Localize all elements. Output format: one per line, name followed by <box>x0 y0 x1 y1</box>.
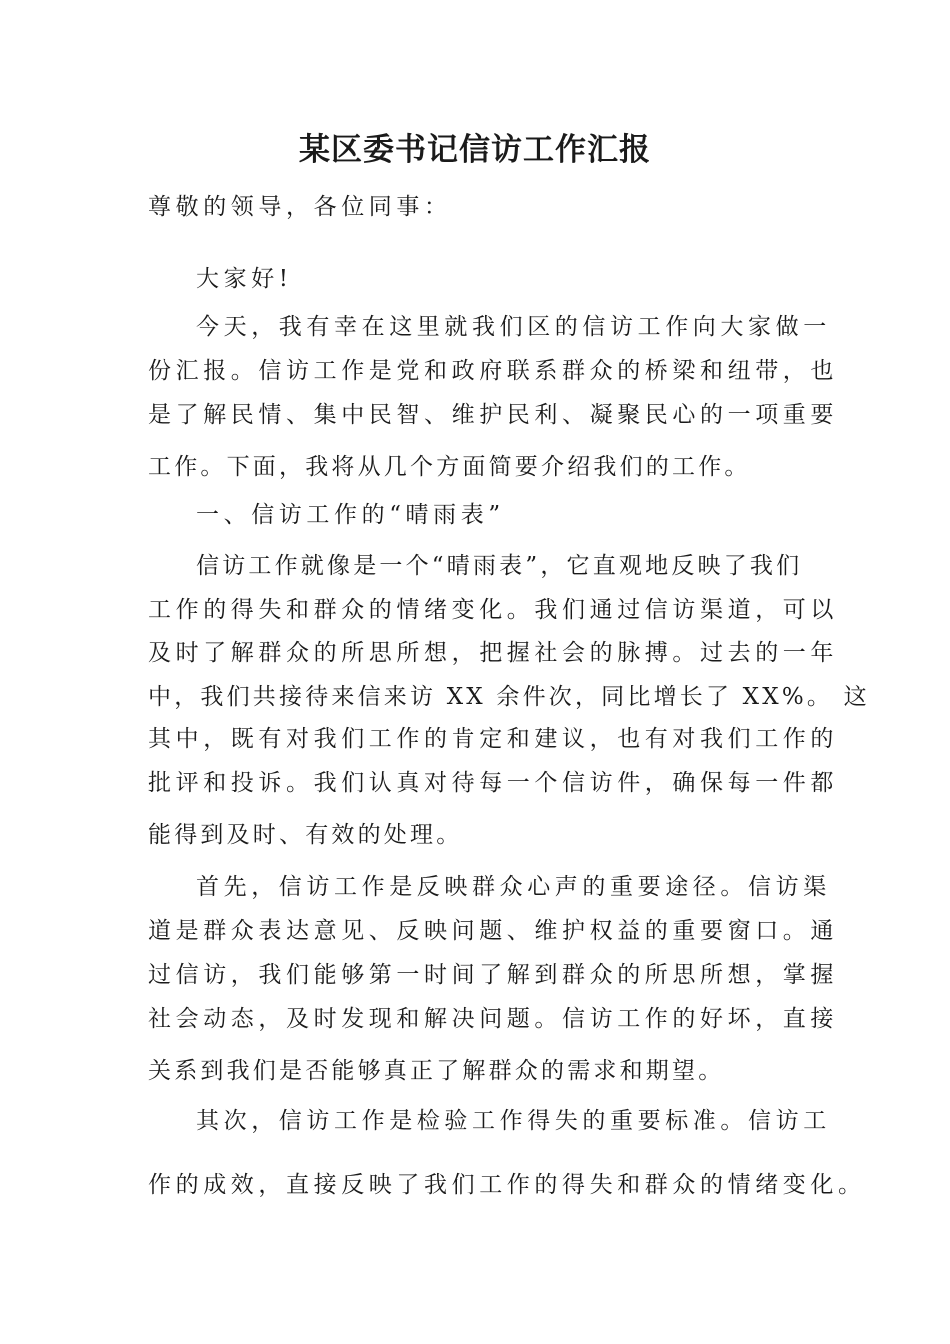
paragraph-1-line-4: 工作。下面，我将从几个方面简要介绍我们的工作。 <box>148 454 751 480</box>
paragraph-5-line-1: 其次，信访工作是检验工作得失的重要标准。信访工 <box>196 1108 831 1134</box>
section-heading-1: 一、信访工作的“晴雨表” <box>196 502 505 528</box>
paragraph-3-line-3: 及时了解群众的所思所想，把握社会的脉搏。过去的一年 <box>148 640 838 666</box>
paragraph-3-line-2: 工作的得失和群众的情绪变化。我们通过信访渠道，可以 <box>148 597 838 623</box>
paragraph-4-line-2: 道是群众表达意见、反映问题、维护权益的重要窗口。通 <box>148 918 838 944</box>
paragraph-5-line-2: 作的成效，直接反映了我们工作的得失和群众的情绪变化。 <box>148 1172 866 1198</box>
paragraph-4-line-1: 首先，信访工作是反映群众心声的重要途径。信访渠 <box>196 874 831 900</box>
paragraph-1-line-2: 份汇报。信访工作是党和政府联系群众的桥梁和纽带，也 <box>148 358 838 384</box>
paragraph-3-line-1: 信访工作就像是一个“晴雨表”，它直观地反映了我们 <box>196 553 803 579</box>
paragraph-3-line-6: 批评和投诉。我们认真对待每一个信访件，确保每一件都 <box>148 770 838 796</box>
paragraph-1-line-3: 是了解民情、集中民智、维护民利、凝聚民心的一项重要 <box>148 402 838 428</box>
paragraph-3-line-7: 能得到及时、有效的处理。 <box>148 822 463 848</box>
paragraph-4-line-4: 社会动态，及时发现和解决问题。信访工作的好坏，直接 <box>148 1006 838 1032</box>
greeting: 大家好! <box>196 266 293 292</box>
paragraph-4-line-3: 过信访，我们能够第一时间了解到群众的所思所想，掌握 <box>148 962 838 988</box>
paragraph-4-line-5: 关系到我们是否能够真正了解群众的需求和期望。 <box>148 1058 725 1084</box>
paragraph-1-line-1: 今天，我有幸在这里就我们区的信访工作向大家做一 <box>196 314 831 340</box>
salutation: 尊敬的领导，各位同事： <box>148 194 452 220</box>
paragraph-3-line-4: 中，我们共接待来信来访 XX 余件次，同比增长了 XX%。 这 <box>148 684 870 710</box>
document-title: 某区委书记信访工作汇报 <box>299 132 651 168</box>
paragraph-3-line-5: 其中，既有对我们工作的肯定和建议，也有对我们工作的 <box>148 726 838 752</box>
